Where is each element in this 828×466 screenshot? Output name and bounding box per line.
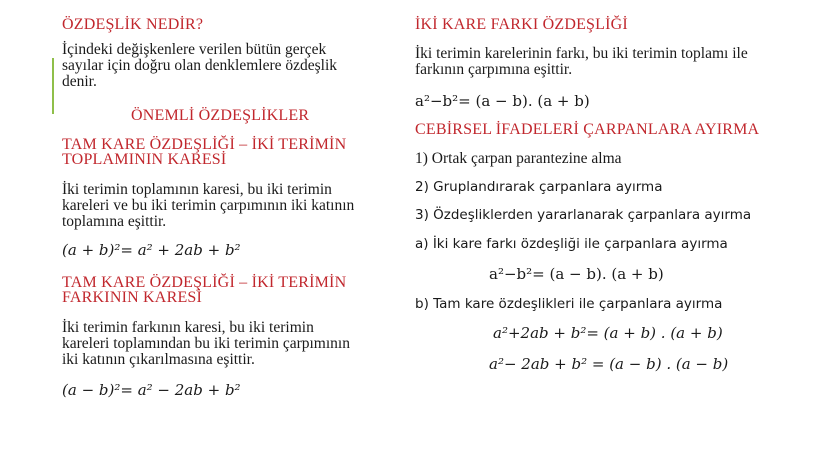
factor-item-3: 3) Özdeşliklerden yararlanarak çarpanlara ayırma xyxy=(415,207,752,223)
factor-formula-a: a²−b²= (a − b). (a + b) xyxy=(489,265,664,283)
sum-square-text-3: toplamına eşittir. xyxy=(62,213,167,230)
factor-item-2: 2) Gruplandırarak çarpanlara ayırma xyxy=(415,179,663,195)
sum-square-text-2: kareleri ve bu iki terimin çarpımının iki katının xyxy=(62,197,355,214)
factor-formula-b1: a²+2ab + b²= (a + b) . (a + b) xyxy=(493,324,723,342)
sum-square-text-1: İki terimin toplamının karesi, bu iki terimin xyxy=(62,181,332,198)
sum-square-formula: (a + b)²= a² + 2ab + b² xyxy=(62,241,241,259)
sum-square-heading-2: TOPLAMININ KARESİ xyxy=(62,151,227,168)
factor-item-a: a) İki kare farkı özdeşliği ile çarpanlara ayırma xyxy=(415,236,728,252)
right-text-2: farkının çarpımına eşittir. xyxy=(415,61,573,78)
diff-square-heading-1: TAM KARE ÖZDEŞLİĞİ – İKİ TERİMİN xyxy=(62,274,347,291)
diff-square-text-1: İki terimin farkının karesi, bu iki terimin xyxy=(62,319,314,336)
important-heading: ÖNEMLİ ÖZDEŞLİKLER xyxy=(131,107,310,124)
factor-item-b: b) Tam kare özdeşlikleri ile çarpanlara ayırma xyxy=(415,296,723,312)
right-title: İKİ KARE FARKI ÖZDEŞLİĞİ xyxy=(415,16,628,33)
diff-square-formula: (a − b)²= a² − 2ab + b² xyxy=(62,381,241,399)
diff-square-text-2: kareleri toplamından bu iki terimin çarpımının xyxy=(62,335,350,352)
definition-line-3: denir. xyxy=(62,73,97,90)
diff-of-squares-formula: a²−b²= (a − b). (a + b) xyxy=(415,92,590,110)
sum-square-heading-1: TAM KARE ÖZDEŞLİĞİ – İKİ TERİMİN xyxy=(62,136,347,153)
diff-square-heading-2: FARKININ KARESİ xyxy=(62,289,203,306)
factor-formula-b2: a²− 2ab + b² = (a − b) . (a − b) xyxy=(489,355,729,373)
accent-bar xyxy=(52,58,54,114)
factoring-heading: CEBİRSEL İFADELERİ ÇARPANLARA AYIRMA xyxy=(415,121,760,138)
right-text-1: İki terimin karelerinin farkı, bu iki terimin toplamı ile xyxy=(415,45,748,62)
definition-line-2: sayılar için doğru olan denklemlere özdeşlik xyxy=(62,57,338,74)
left-title: ÖZDEŞLİK NEDİR? xyxy=(62,16,204,33)
factor-item-1: 1) Ortak çarpan parantezine alma xyxy=(415,150,622,167)
diff-square-text-3: iki katının çıkarılmasına eşittir. xyxy=(62,351,255,368)
definition-line-1: İçindeki değişkenlere verilen bütün gerçek xyxy=(62,41,327,58)
